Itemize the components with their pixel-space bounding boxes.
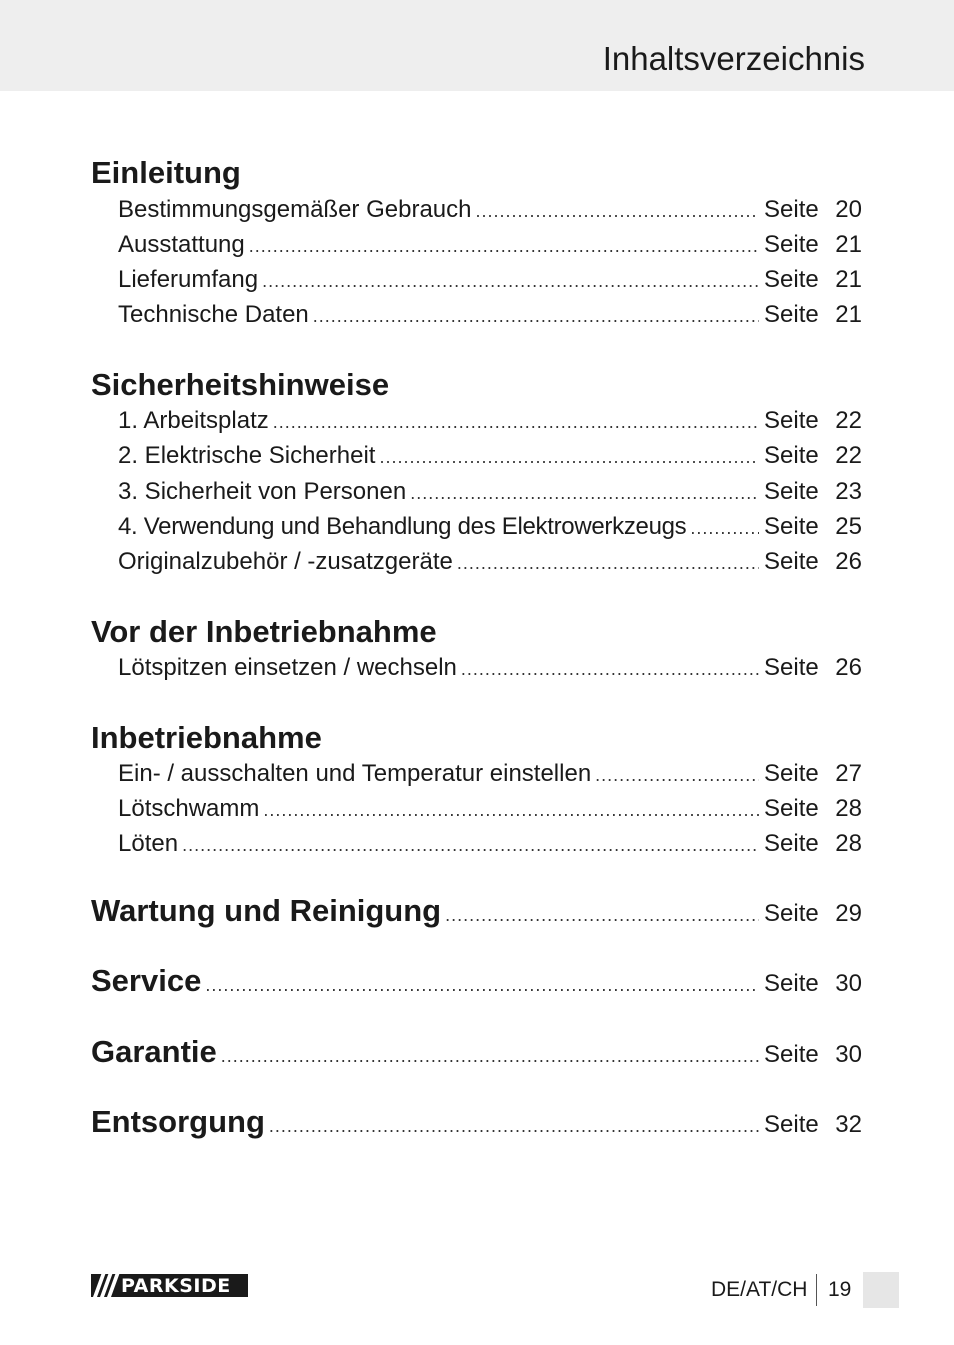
seite-label: Seite [764,196,819,223]
toc-entry-label: 3. Sicherheit von Personen [118,478,407,505]
seite-label: Seite [764,760,819,787]
parkside-logo [91,1274,248,1297]
logo-stripes-icon [91,1274,121,1297]
footer-page-number: 19 [828,1278,852,1301]
footer-divider [816,1274,817,1306]
toc-entry-label: Originalzubehör / -zusatzgeräte [118,548,453,575]
page-number: 28 [835,830,862,857]
dot-leader [221,1046,759,1067]
toc-top-entry-wartung[interactable] [91,893,862,933]
toc-top-entry-service[interactable] [91,963,862,1003]
toc-top-entry-label: Entsorgung [91,1104,265,1139]
page-number: 21 [835,301,862,328]
footer-tab-box [863,1272,899,1308]
toc-entry-label: Technische Daten [118,301,309,328]
page-number: 23 [835,478,862,505]
page-number: 27 [835,760,862,787]
seite-label: Seite [764,795,819,822]
page-number: 25 [835,513,862,540]
section-title-inbetriebnahme: Inbetriebnahme [91,720,322,755]
seite-label: Seite [764,830,819,857]
toc-entry[interactable] [118,478,862,510]
seite-label: Seite [764,654,819,681]
page-number: 29 [835,900,862,927]
toc-entry-label: Ein- / ausschalten und Temperatur einstellen [118,760,592,787]
seite-label: Seite [764,1041,819,1068]
toc-entry-label: 4. Verwendung und Behandlung des Elektrowerkzeugs [118,513,687,540]
dot-leader [461,659,759,680]
dot-leader [410,483,759,504]
dot-leader [595,765,759,786]
toc-entry-label: Löten [118,830,179,857]
dot-leader [269,1116,759,1137]
toc-entry[interactable] [118,654,862,686]
dot-leader [262,271,759,292]
toc-entry[interactable] [118,513,862,545]
dot-leader [445,905,759,926]
dot-leader [475,201,759,222]
dot-leader [690,518,759,539]
seite-label: Seite [764,407,819,434]
toc-entry[interactable] [118,442,862,474]
footer-locale: DE/AT/CH [711,1278,808,1301]
seite-label: Seite [764,970,819,997]
page-number: 22 [835,442,862,469]
page-number: 30 [835,1041,862,1068]
toc-top-entry-garantie[interactable] [91,1034,862,1074]
toc-entry[interactable] [118,231,862,263]
seite-label: Seite [764,1111,819,1138]
dot-leader [205,975,759,996]
toc-entry-label: Lötspitzen einsetzen / wechseln [118,654,457,681]
section-title-vor-der-inbetriebnahme: Vor der Inbetriebnahme [91,614,437,649]
toc-entry-label: Bestimmungsgemäßer Gebrauch [118,196,472,223]
page-number: 26 [835,548,862,575]
toc-top-entry-label: Service [91,963,202,998]
dot-leader [457,553,759,574]
toc-entry[interactable] [118,266,862,298]
dot-leader [313,306,759,327]
seite-label: Seite [764,548,819,575]
toc-top-entry-entsorgung[interactable] [91,1104,862,1144]
toc-entry-label: Ausstattung [118,231,245,258]
seite-label: Seite [764,478,819,505]
toc-top-entry-label: Garantie [91,1034,217,1069]
dot-leader [249,236,759,257]
page-number: 32 [835,1111,862,1138]
page-number: 21 [835,231,862,258]
seite-label: Seite [764,900,819,927]
dot-leader [379,447,759,468]
logo-text: PARKSIDE [121,1274,231,1297]
toc-entry[interactable] [118,407,862,439]
dot-leader [182,835,759,856]
section-title-sicherheitshinweise: Sicherheitshinweise [91,367,390,402]
toc-entry-label: 2. Elektrische Sicherheit [118,442,376,469]
section-title-einleitung: Einleitung [91,155,241,190]
toc-entry[interactable] [118,760,862,792]
dot-leader [263,800,759,821]
page-header [0,0,954,91]
toc-entry[interactable] [118,548,862,580]
toc-entry[interactable] [118,795,862,827]
seite-label: Seite [764,301,819,328]
toc-entry-label: Lieferumfang [118,266,259,293]
toc-entry-label: Lötschwamm [118,795,260,822]
seite-label: Seite [764,266,819,293]
toc-entry-label: 1. Arbeitsplatz [118,407,269,434]
toc-entry[interactable] [118,196,862,228]
page-number: 28 [835,795,862,822]
dot-leader [273,412,759,433]
seite-label: Seite [764,513,819,540]
seite-label: Seite [764,442,819,469]
page-number: 30 [835,970,862,997]
page-number: 26 [835,654,862,681]
toc-entry[interactable] [118,830,862,862]
page-title: Inhaltsverzeichnis [602,40,865,77]
page-number: 20 [835,196,862,223]
page-number: 21 [835,266,862,293]
toc-entry[interactable] [118,301,862,333]
page-number: 22 [835,407,862,434]
toc-top-entry-label: Wartung und Reinigung [91,893,442,928]
seite-label: Seite [764,231,819,258]
